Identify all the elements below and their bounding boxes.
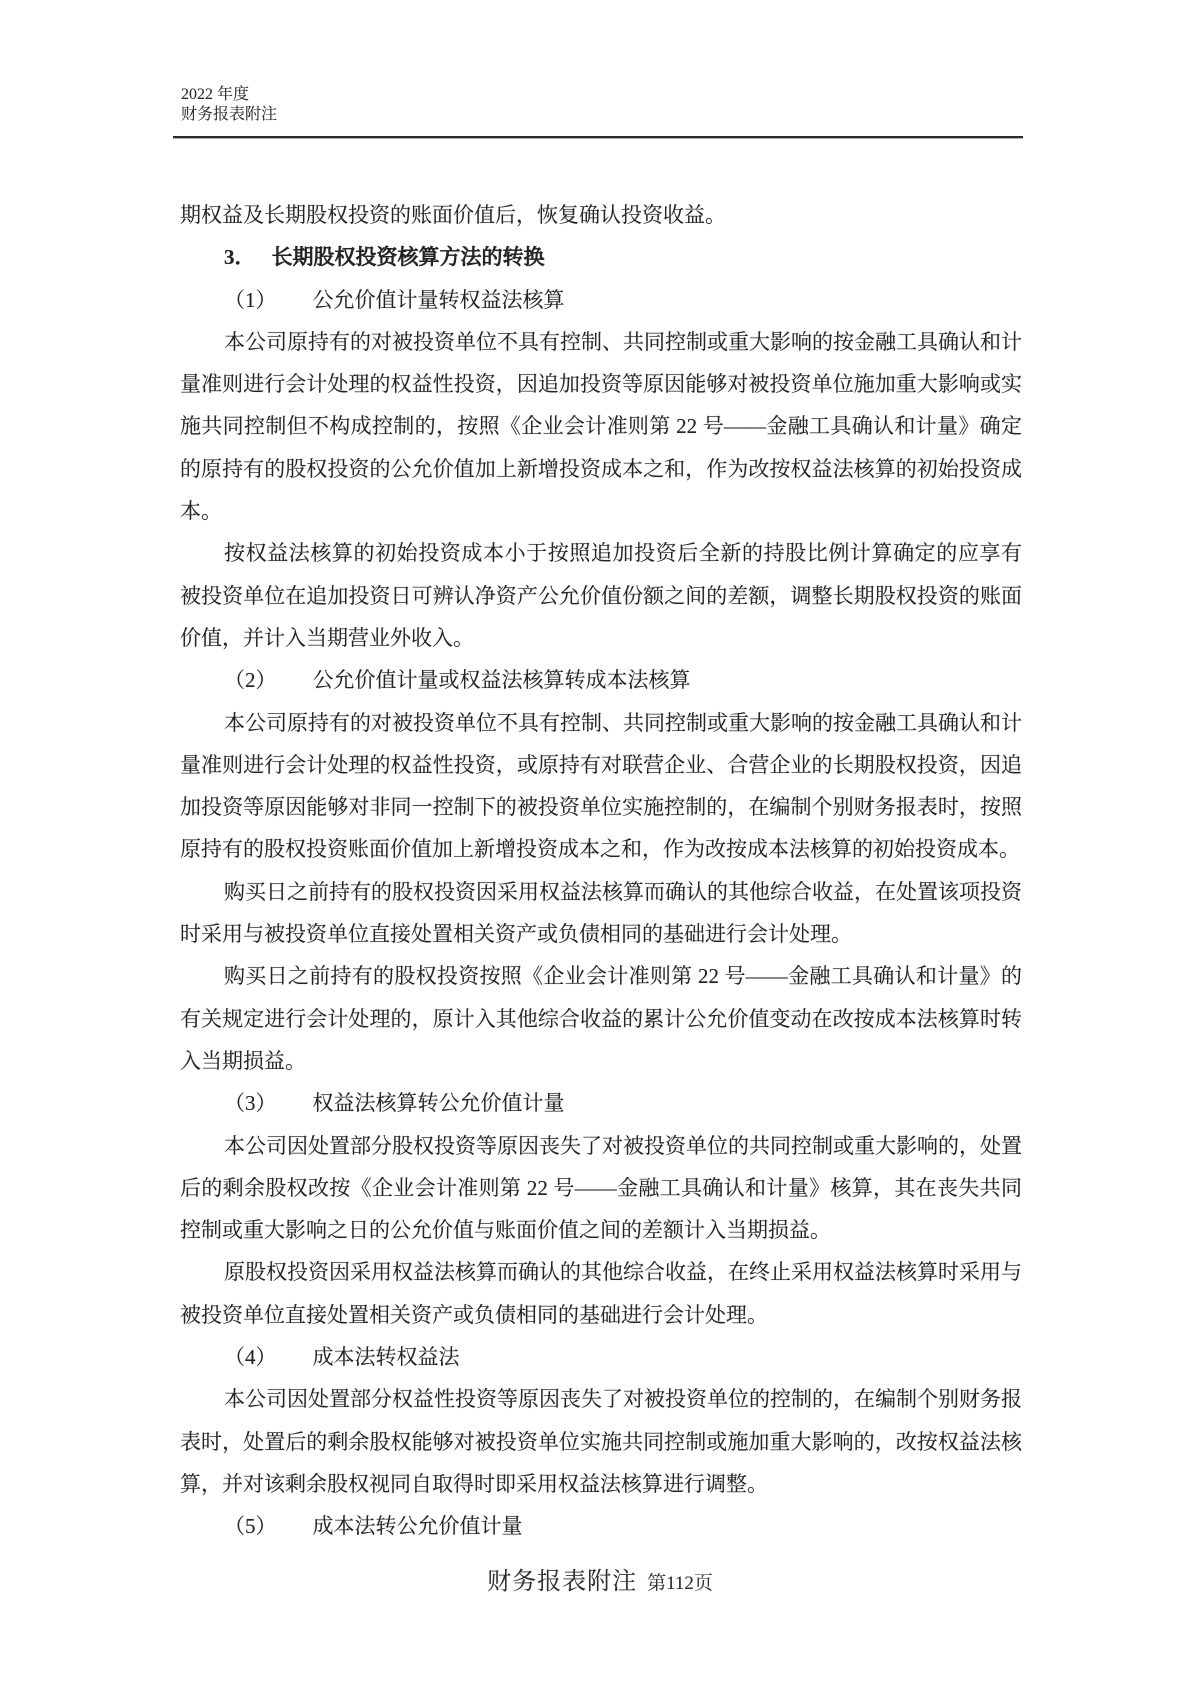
page-footer [0, 1561, 1200, 1596]
text-line: 被投资单位在追加投资日可辨认净资产公允价值份额之间的差额，调整长期股权投资的账面 [180, 583, 1022, 608]
text-line: 本公司因处置部分权益性投资等原因丧失了对被投资单位的控制的，在编制个别财务报 [224, 1387, 1022, 1412]
line-number: （2） [224, 668, 277, 693]
line-number: （1） [224, 287, 277, 312]
text-line: 被投资单位直接处置相关资产或负债相同的基础进行会计处理。 [180, 1302, 768, 1327]
text-line: 本。 [180, 499, 222, 524]
text-line: 价值，并计入当期营业外收入。 [180, 625, 474, 650]
text-line: 控制或重大影响之日的公允价值与账面价值之间的差额计入当期损益。 [180, 1218, 831, 1243]
text-line: 表时，处置后的剩余股权能够对被投资单位实施共同控制或施加重大影响的，改按权益法核 [180, 1429, 1022, 1454]
text-line: 时采用与被投资单位直接处置相关资产或负债相同的基础进行会计处理。 [180, 922, 852, 947]
text-line: 后的剩余股权改按《企业会计准则第 22 号——金融工具确认和计量》核算，其在丧失共同 [180, 1175, 1022, 1200]
text-line: 施共同控制但不构成控制的，按照《企业会计准则第 22 号——金融工具确认和计量》确定 [180, 414, 1022, 439]
text-line: 原股权投资因采用权益法核算而确认的其他综合收益，在终止采用权益法核算时采用与 [224, 1260, 1022, 1285]
item-heading [180, 659, 1022, 701]
footer-title: 财务报表附注 [487, 1569, 638, 1595]
footer-page-number: 第112页 [647, 1573, 713, 1594]
body-text [180, 194, 1022, 1548]
item-heading [180, 1505, 1022, 1547]
item-heading [180, 1082, 1022, 1124]
text-line: 量准则进行会计处理的权益性投资，或原持有对联营企业、合营企业的长期股权投资，因追 [180, 752, 1022, 777]
text-line: 按权益法核算的初始投资成本小于按照追加投资后全新的持股比例计算确定的应享有 [224, 541, 1022, 566]
text-line: 本公司原持有的对被投资单位不具有控制、共同控制或重大影响的按金融工具确认和计 [224, 710, 1022, 735]
text-line: 本公司因处置部分股权投资等原因丧失了对被投资单位的共同控制或重大影响的，处置 [224, 1133, 1022, 1158]
section-heading [180, 236, 1022, 278]
line-number: （4） [224, 1345, 277, 1370]
item-heading [180, 279, 1022, 321]
page-header [181, 85, 277, 125]
text-line: 购买日之前持有的股权投资按照《企业会计准则第 22 号——金融工具确认和计量》的 [224, 964, 1022, 989]
text-line: 的原持有的股权投资的公允价值加上新增投资成本之和，作为改按权益法核算的初始投资成 [180, 456, 1022, 481]
text-line: 本公司原持有的对被投资单位不具有控制、共同控制或重大影响的按金融工具确认和计 [224, 329, 1022, 354]
text-line: 入当期损益。 [180, 1048, 306, 1073]
text-line: 原持有的股权投资账面价值加上新增投资成本之和，作为改按成本法核算的初始投资成本。 [180, 837, 1020, 862]
line-text: 长期股权投资核算方法的转换 [271, 245, 545, 270]
line-text: 公允价值计量或权益法核算转成本法核算 [312, 668, 691, 693]
line-text: 成本法转公允价值计量 [312, 1514, 523, 1539]
header-doc-title: 财务报表附注 [181, 106, 278, 123]
line-number: （5） [224, 1514, 277, 1539]
text-line: 算，并对该剩余股权视同自取得时即采用权益法核算进行调整。 [180, 1471, 768, 1496]
line-text: 公允价值计量转权益法核算 [312, 287, 565, 312]
text-line: 量准则进行会计处理的权益性投资，因追加投资等原因能够对被投资单位施加重大影响或实 [180, 372, 1022, 397]
text-line: 购买日之前持有的股权投资因采用权益法核算而确认的其他综合收益，在处置该项投资 [224, 879, 1022, 904]
line-text: 权益法核算转公允价值计量 [312, 1091, 565, 1116]
line-number: 3． [224, 245, 256, 270]
text-line: 有关规定进行会计处理的，原计入其他综合收益的累计公允价值变动在改按成本法核算时转 [180, 1006, 1022, 1031]
line-number: （3） [224, 1091, 277, 1116]
header-year: 2022 年度 [181, 86, 250, 103]
line-text: 成本法转权益法 [312, 1345, 460, 1370]
header-divider [173, 136, 1023, 138]
item-heading [180, 1336, 1022, 1378]
text-line: 期权益及长期股权投资的账面价值后，恢复确认投资收益。 [180, 203, 726, 227]
text-line: 加投资等原因能够对非同一控制下的被投资单位实施控制的，在编制个别财务报表时，按照 [180, 795, 1022, 820]
